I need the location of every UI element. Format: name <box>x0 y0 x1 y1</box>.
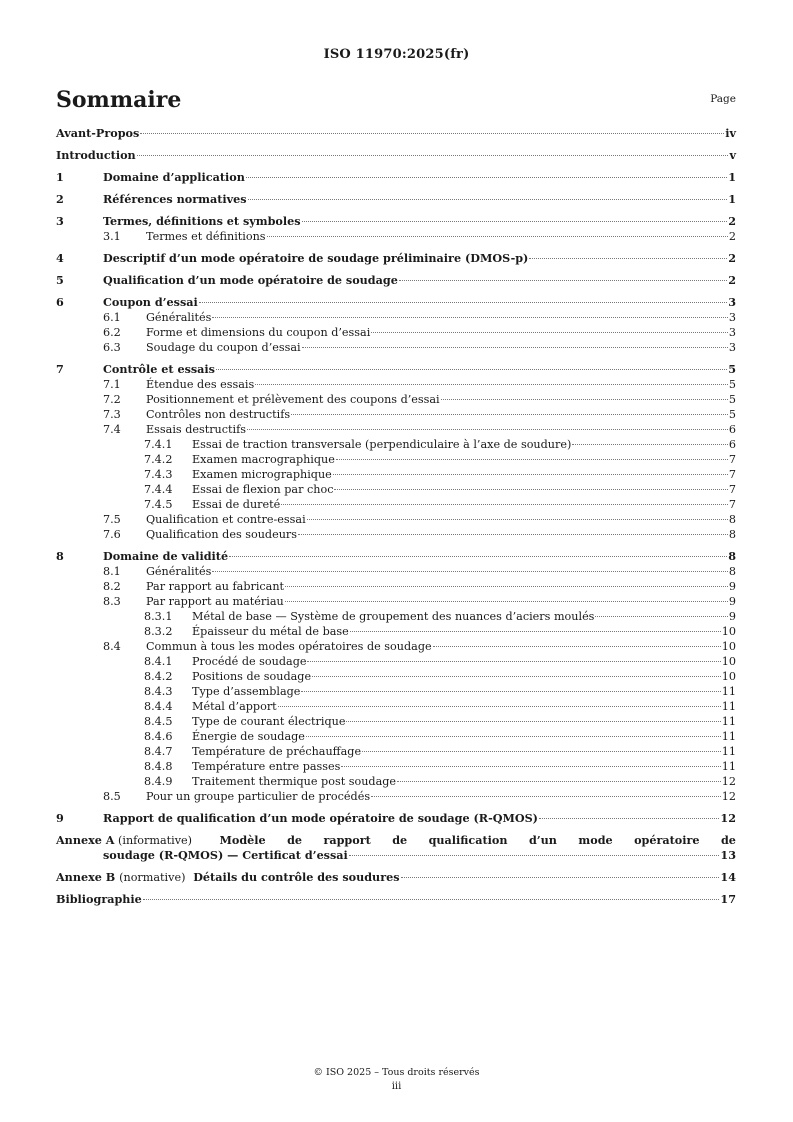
toc-entry[interactable] <box>56 377 736 392</box>
toc-entry-page: 7 <box>728 498 736 511</box>
toc-entry[interactable] <box>56 340 736 355</box>
toc-entry-annex-a[interactable] <box>56 833 736 863</box>
dot-leader <box>441 399 728 400</box>
toc-entry-title: Descriptif d’un mode opératoire de soudage préliminaire (DMOS-p) <box>103 251 529 265</box>
dot-leader <box>212 571 727 572</box>
toc-entry[interactable] <box>56 714 736 729</box>
toc-entry[interactable] <box>56 170 736 185</box>
toc-entry-page: 5 <box>728 393 736 406</box>
toc-entry-number: 6.1 <box>103 311 121 324</box>
dot-leader <box>285 601 728 602</box>
toc-entry[interactable] <box>56 452 736 467</box>
dot-leader <box>246 177 727 178</box>
dot-leader <box>216 369 727 370</box>
toc-entry-number: 8.4.3 <box>144 685 173 698</box>
toc-entry-title: Termes, définitions et symboles <box>103 214 301 228</box>
toc-entry[interactable] <box>56 639 736 654</box>
toc-entry-page: 9 <box>728 595 736 608</box>
toc-entry[interactable] <box>56 594 736 609</box>
toc-entry-page: 2 <box>728 251 736 265</box>
toc-entry-page: 12 <box>721 775 736 788</box>
toc-entry[interactable] <box>56 759 736 774</box>
toc-entry-number: 5 <box>56 273 64 287</box>
toc-entry[interactable] <box>56 310 736 325</box>
toc-entry[interactable] <box>56 362 736 377</box>
toc-entry[interactable] <box>56 148 736 163</box>
toc-entry-page: 8 <box>728 513 736 526</box>
toc-entry[interactable] <box>56 392 736 407</box>
toc-entry-bibliography[interactable] <box>56 892 736 907</box>
toc-entry-number: 8.5 <box>103 790 121 803</box>
dot-leader <box>247 429 728 430</box>
toc-entry[interactable] <box>56 609 736 624</box>
toc-entry[interactable] <box>56 325 736 340</box>
annex-a-title-cont: soudage (R-QMOS) — Certificat d’essai <box>103 848 348 862</box>
toc-entry-page: 8 <box>728 549 736 563</box>
dot-leader <box>341 766 720 767</box>
toc-entry-page: 11 <box>721 715 736 728</box>
toc-entry-number: 7.4.3 <box>144 468 173 481</box>
toc-entry-title: Température de préchauffage <box>192 745 362 758</box>
toc-entry-title: Métal de base — Système de groupement des nuances d’aciers moulés <box>192 610 595 623</box>
toc-entry[interactable] <box>56 729 736 744</box>
annex-a-page: 13 <box>720 848 736 862</box>
toc-entry[interactable] <box>56 744 736 759</box>
dot-leader <box>248 199 728 200</box>
toc-entry-number: 7.4.5 <box>144 498 173 511</box>
dot-leader <box>267 236 728 237</box>
toc-entry-title: Pour un groupe particulier de procédés <box>146 790 371 803</box>
annex-b-page: 14 <box>720 870 736 884</box>
dot-leader <box>371 332 728 333</box>
annex-a-title-word: d’un <box>528 833 557 847</box>
toc-entry-title: Essai de dureté <box>192 498 281 511</box>
toc-entry-page: 10 <box>721 670 736 683</box>
dot-leader <box>333 474 728 475</box>
toc-entry-title: Énergie de soudage <box>192 730 305 743</box>
toc-entry-number: 8.4 <box>103 640 121 653</box>
toc-entry-page: 3 <box>728 341 736 354</box>
toc-entry-title: Rapport de qualification d’un mode opératoire de soudage (R-QMOS) <box>103 811 538 825</box>
toc-entry[interactable] <box>56 669 736 684</box>
toc-entry[interactable] <box>56 497 736 512</box>
dot-leader <box>255 384 728 385</box>
toc-entry-title: Examen micrographique <box>192 468 332 481</box>
toc-entry-title: Termes et définitions <box>146 230 266 243</box>
table-of-contents <box>56 126 736 907</box>
dot-leader <box>212 317 727 318</box>
toc-entry-title: Par rapport au fabricant <box>146 580 285 593</box>
toc-entry[interactable] <box>56 229 736 244</box>
toc-entry-page: 11 <box>721 745 736 758</box>
toc-entry-title: Contrôle et essais <box>103 362 215 376</box>
toc-entry-number: 1 <box>56 170 64 184</box>
toc-entry-page: 3 <box>728 326 736 339</box>
toc-entry-title: Généralités <box>146 565 212 578</box>
toc-entry-page: 2 <box>728 214 736 228</box>
copyright-notice: © ISO 2025 – Tous droits réservés <box>313 1067 480 1078</box>
toc-entry-title: Essais destructifs <box>146 423 246 436</box>
toc-entry-number: 8.4.6 <box>144 730 173 743</box>
toc-entry-number: 7.2 <box>103 393 121 406</box>
annex-b-label: Annexe B <box>56 870 116 884</box>
toc-entry-page: 8 <box>728 565 736 578</box>
toc-entry-page: 12 <box>720 811 736 825</box>
toc-entry-number: 6 <box>56 295 64 309</box>
toc-entry[interactable] <box>56 192 736 207</box>
dot-leader <box>302 221 728 222</box>
annex-a-title-word: de <box>720 833 736 847</box>
toc-entry-number: 8.2 <box>103 580 121 593</box>
dot-leader <box>433 646 721 647</box>
toc-entry-title: Qualification des soudeurs <box>146 528 298 541</box>
toc-entry-number: 7.4.1 <box>144 438 173 451</box>
toc-entry-number: 6.3 <box>103 341 121 354</box>
annex-a-title-word: qualification <box>428 833 508 847</box>
toc-entry-title: Qualification et contre-essai <box>146 513 306 526</box>
toc-entry-title: Avant-Propos <box>56 126 140 140</box>
toc-entry-title: Références normatives <box>103 192 247 206</box>
toc-entry-number: 9 <box>56 811 64 825</box>
toc-entry-number: 7.6 <box>103 528 121 541</box>
dot-leader <box>349 855 720 856</box>
document-id-header: ISO 11970:2025(fr) <box>323 47 470 62</box>
toc-entry-title: Température entre passes <box>192 760 341 773</box>
dot-leader <box>306 736 721 737</box>
toc-entry-title: Commun à tous les modes opératoires de soudage <box>146 640 432 653</box>
toc-entry-page: 10 <box>721 655 736 668</box>
toc-entry[interactable] <box>56 527 736 542</box>
toc-entry[interactable] <box>56 811 736 826</box>
toc-entry-page: 10 <box>721 625 736 638</box>
toc-entry-number: 8.4.9 <box>144 775 173 788</box>
toc-entry[interactable] <box>56 684 736 699</box>
toc-entry-number: 2 <box>56 192 64 206</box>
toc-entry-number: 3 <box>56 214 64 228</box>
toc-entry-title: Procédé de soudage <box>192 655 307 668</box>
toc-entry[interactable] <box>56 512 736 527</box>
dot-leader <box>529 258 727 259</box>
toc-entry-page: 5 <box>728 378 736 391</box>
toc-entry-number: 7.4.2 <box>144 453 173 466</box>
annex-a-label: Annexe A <box>56 833 115 847</box>
toc-entry-number: 8 <box>56 549 64 563</box>
toc-entry-page: 12 <box>721 790 736 803</box>
toc-entry-page: 7 <box>728 483 736 496</box>
toc-entry[interactable] <box>56 126 736 141</box>
toc-entry[interactable] <box>56 422 736 437</box>
toc-entry[interactable] <box>56 251 736 266</box>
dot-leader <box>346 721 720 722</box>
dot-leader <box>278 706 721 707</box>
toc-entry-number: 8.1 <box>103 565 121 578</box>
dot-leader <box>397 781 721 782</box>
toc-entry-title: Positionnement et prélèvement des coupons d’essai <box>146 393 440 406</box>
dot-leader <box>312 676 721 677</box>
annex-b-type: (normative) <box>119 871 186 884</box>
toc-entry-number: 8.4.8 <box>144 760 173 773</box>
toc-entry-number: 8.3.2 <box>144 625 173 638</box>
toc-entry-title: Étendue des essais <box>146 378 255 391</box>
toc-entry-number: 8.4.1 <box>144 655 173 668</box>
toc-entry-title: Essai de traction transversale (perpendiculaire à l’axe de soudure) <box>192 438 572 451</box>
toc-entry-page: 11 <box>721 685 736 698</box>
page-number: iii <box>391 1081 402 1092</box>
dot-leader <box>140 133 724 134</box>
toc-entry-page: 3 <box>728 311 736 324</box>
dot-leader <box>229 556 727 557</box>
toc-entry-number: 7.5 <box>103 513 121 526</box>
toc-entry-page: 6 <box>728 438 736 451</box>
toc-entry-number: 7.1 <box>103 378 121 391</box>
annex-a-title-word: de <box>392 833 408 847</box>
toc-entry[interactable] <box>56 273 736 288</box>
toc-entry-page: 11 <box>721 700 736 713</box>
toc-entry-title: Type de courant électrique <box>192 715 346 728</box>
toc-entry-page: 2 <box>728 273 736 287</box>
toc-entry-page: 3 <box>728 295 736 309</box>
toc-entry-page: 10 <box>721 640 736 653</box>
toc-entry-title: Coupon d’essai <box>103 295 198 309</box>
toc-entry-page: 7 <box>728 453 736 466</box>
dot-leader <box>334 489 727 490</box>
toc-entry-number: 8.4.4 <box>144 700 173 713</box>
toc-entry[interactable] <box>56 214 736 229</box>
toc-entry-page: 5 <box>728 408 736 421</box>
dot-leader <box>307 661 720 662</box>
dot-leader <box>298 534 728 535</box>
toc-entry-page: 9 <box>728 580 736 593</box>
toc-entry[interactable] <box>56 295 736 310</box>
annex-a-title-word: rapport <box>323 833 371 847</box>
dot-leader <box>199 302 727 303</box>
toc-entry-page: 5 <box>728 362 736 376</box>
toc-entry-page: iv <box>725 126 736 140</box>
dot-leader <box>143 899 720 900</box>
toc-entry-title: Qualification d’un mode opératoire de soudage <box>103 273 398 287</box>
toc-entry[interactable] <box>56 407 736 422</box>
dot-leader <box>350 631 721 632</box>
toc-entry-title: Type d’assemblage <box>192 685 301 698</box>
toc-entry-number: 7 <box>56 362 64 376</box>
toc-entry-title: Essai de flexion par choc <box>192 483 334 496</box>
toc-entry-title: Épaisseur du métal de base <box>192 625 349 638</box>
toc-entry-number: 4 <box>56 251 64 265</box>
toc-entry[interactable] <box>56 699 736 714</box>
toc-entry[interactable] <box>56 579 736 594</box>
toc-entry-page: 11 <box>721 760 736 773</box>
toc-entry-title: Forme et dimensions du coupon d’essai <box>146 326 371 339</box>
toc-entry[interactable] <box>56 789 736 804</box>
dot-leader <box>399 280 727 281</box>
dot-leader <box>291 414 728 415</box>
toc-entry-number: 8.4.2 <box>144 670 173 683</box>
toc-entry[interactable] <box>56 549 736 564</box>
toc-entry-number: 8.4.7 <box>144 745 173 758</box>
dot-leader <box>371 796 721 797</box>
dot-leader <box>281 504 728 505</box>
toc-entry-title: Par rapport au matériau <box>146 595 284 608</box>
dot-leader <box>362 751 721 752</box>
toc-entry[interactable] <box>56 564 736 579</box>
toc-entry-title: Contrôles non destructifs <box>146 408 291 421</box>
toc-entry[interactable] <box>56 654 736 669</box>
toc-entry[interactable] <box>56 467 736 482</box>
toc-entry-annex-b[interactable] <box>56 870 736 885</box>
toc-entry[interactable] <box>56 482 736 497</box>
toc-entry-title: Domaine de validité <box>103 549 229 563</box>
toc-entry-page: 1 <box>728 192 736 206</box>
toc-entry[interactable] <box>56 624 736 639</box>
annex-b-title: Détails du contrôle des soudures <box>193 870 400 884</box>
toc-entry-number: 6.2 <box>103 326 121 339</box>
dot-leader <box>595 616 727 617</box>
toc-entry-page: 1 <box>728 170 736 184</box>
toc-entry-page: 2 <box>728 230 736 243</box>
toc-entry-page: 11 <box>721 730 736 743</box>
toc-entry-title: Domaine d’application <box>103 170 245 184</box>
toc-entry-number: 8.4.5 <box>144 715 173 728</box>
page-footer <box>0 1067 793 1092</box>
toc-entry-page: v <box>729 148 736 162</box>
page-column-label: Page <box>710 93 736 105</box>
bibliography-page: 17 <box>720 892 736 906</box>
dot-leader <box>137 155 729 156</box>
annex-a-title-word: de <box>287 833 303 847</box>
dot-leader <box>285 586 728 587</box>
toc-entry-page: 6 <box>728 423 736 436</box>
dot-leader <box>301 691 720 692</box>
annex-a-title-word: mode <box>578 833 613 847</box>
toc-entry-title: Positions de soudage <box>192 670 312 683</box>
toc-entry-title: Soudage du coupon d’essai <box>146 341 301 354</box>
bibliography-title: Bibliographie <box>56 892 142 906</box>
annex-a-type: (informative) <box>118 834 193 847</box>
toc-entry-number: 7.4 <box>103 423 121 436</box>
toc-entry-number: 3.1 <box>103 230 121 243</box>
toc-entry-number: 8.3 <box>103 595 121 608</box>
dot-leader <box>539 818 719 819</box>
dot-leader <box>401 877 720 878</box>
toc-entry[interactable] <box>56 437 736 452</box>
annex-a-title-word: Modèle <box>219 833 266 847</box>
toc-entry-number: 7.3 <box>103 408 121 421</box>
toc-entry-page: 7 <box>728 468 736 481</box>
page-title: Sommaire <box>56 87 182 113</box>
dot-leader <box>336 459 728 460</box>
toc-entry-page: 9 <box>728 610 736 623</box>
dot-leader <box>572 444 728 445</box>
annex-a-title-word: opératoire <box>634 833 700 847</box>
toc-entry-title: Examen macrographique <box>192 453 335 466</box>
toc-entry-title: Généralités <box>146 311 212 324</box>
toc-entry-page: 8 <box>728 528 736 541</box>
toc-entry[interactable] <box>56 774 736 789</box>
dot-leader <box>302 347 728 348</box>
toc-entry-title: Introduction <box>56 148 136 162</box>
toc-entry-title: Métal d’apport <box>192 700 277 713</box>
dot-leader <box>307 519 728 520</box>
toc-entry-number: 8.3.1 <box>144 610 173 623</box>
toc-entry-number: 7.4.4 <box>144 483 173 496</box>
toc-entry-title: Traitement thermique post soudage <box>192 775 397 788</box>
